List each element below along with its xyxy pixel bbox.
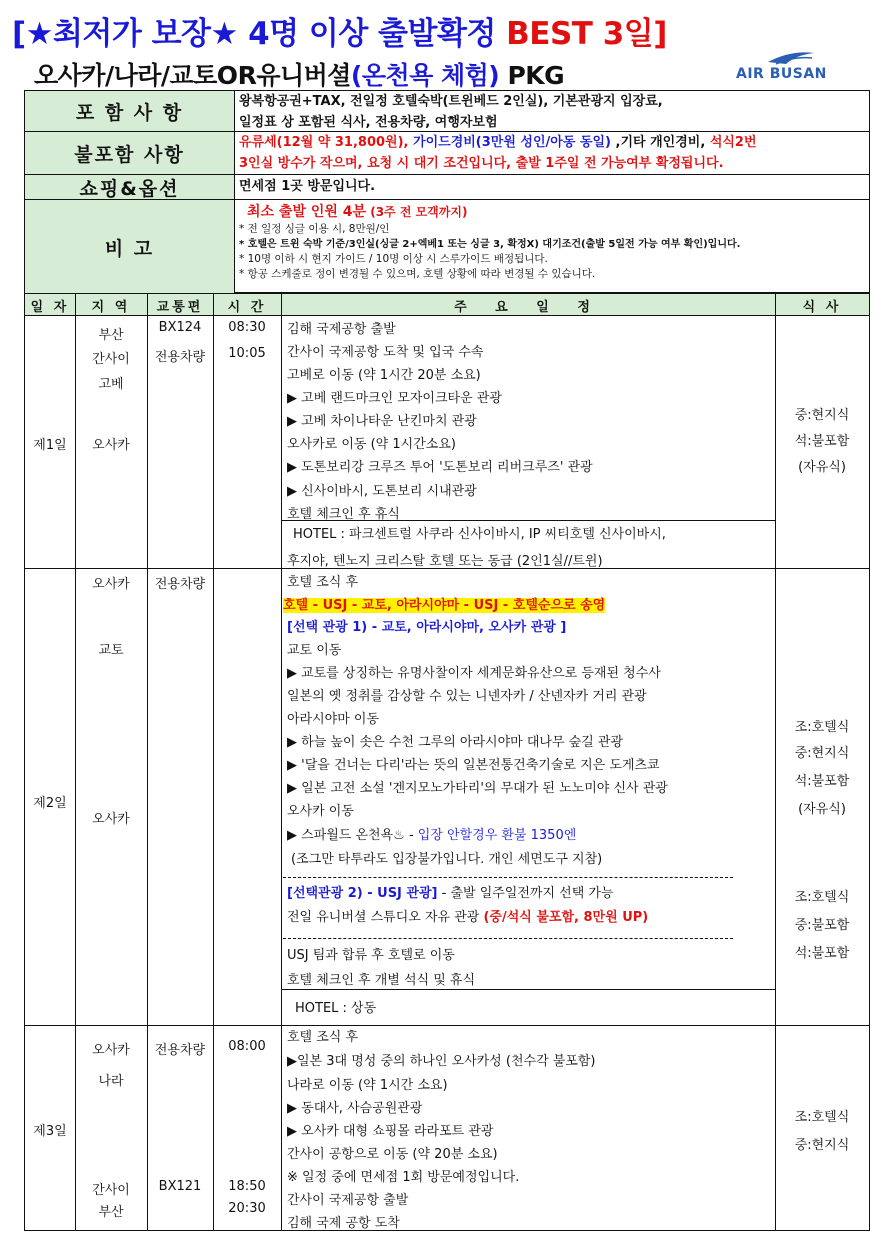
itinerary-item: 호텔 체크인 후 휴식 — [287, 507, 400, 522]
meal: 중:불포함 — [794, 918, 850, 933]
shopping-label: 쇼핑&옵션 — [25, 175, 235, 199]
region: 오사카 — [92, 577, 130, 592]
day-label: 제1일 — [33, 438, 67, 453]
region: 나라 — [98, 1074, 124, 1089]
itinerary-item: ▶ 도톤보리강 크루즈 투어 '도톤보리 리버크루즈' 관광 — [287, 460, 593, 475]
air-busan-logo — [736, 50, 836, 88]
itinerary-item: ▶ 고베 랜드마크인 모자이크타운 관광 — [287, 391, 502, 406]
shopping-content: 면세점 1곳 방문입니다. — [239, 179, 376, 194]
region: 부산 — [98, 1205, 124, 1220]
region: 교토 — [98, 643, 124, 658]
column-divider — [147, 294, 148, 1230]
time: 08:00 — [228, 1039, 266, 1054]
meal: (자유식) — [798, 802, 846, 817]
transport: 전용차량 — [154, 577, 206, 592]
itinerary-item: ▶ 교토를 상징하는 유명사찰이자 세계문화유산으로 등재된 청수사 — [287, 666, 661, 681]
day-label: 제2일 — [33, 796, 67, 811]
airline-logo-text: AIR BUSAN — [736, 66, 827, 82]
meal: 중:현지식 — [794, 746, 850, 761]
subtitle-pkg: PKG — [499, 61, 565, 90]
includes-line: 일정표 상 포함된 식사, 전용차량, 여행자보험 — [239, 115, 498, 130]
excludes-guide: 가이드경비(3만원 성인/아동 동일) — [413, 135, 611, 150]
excludes-dinner: 석식2번 — [709, 135, 757, 150]
region: 간사이 — [92, 1183, 130, 1198]
itinerary-item: 일본의 옛 정취를 감상할 수 있는 니넨자카 / 산넨자카 거리 관광 — [287, 689, 647, 704]
remarks-row — [25, 200, 869, 294]
meal: 석:불포함 — [794, 434, 850, 449]
itinerary-item: 아라시야마 이동 — [287, 712, 380, 727]
spa-refund: 입장 안할경우 환불 1350엔 — [417, 828, 577, 843]
flight-number: BX121 — [158, 1179, 202, 1194]
excludes-row — [25, 132, 869, 175]
meal: 조:호텔식 — [794, 1110, 850, 1125]
meal: 중:현지식 — [794, 1138, 850, 1153]
day-divider — [25, 1025, 869, 1026]
remarks-note: * 10명 이하 시 현지 가이드 / 10명 이상 시 스루가이드 배정됩니다. — [239, 253, 548, 265]
itinerary-item: 고베로 이동 (약 1시간 20분 소요) — [287, 368, 481, 383]
itinerary-item: 김해 국제 공항 도착 — [287, 1216, 400, 1231]
itinerary-item: USJ 팀과 합류 후 호텔로 이동 — [287, 948, 455, 963]
region: 오사카 — [92, 1043, 130, 1058]
region: 고베 — [98, 377, 124, 392]
itinerary-item: 호텔 체크인 후 개별 석식 및 휴식 — [287, 973, 476, 988]
itinerary-item: ▶ 하늘 높이 솟은 수천 그루의 아라시야마 대나무 숲길 관광 — [287, 735, 624, 750]
itinerary-item: 호텔 조식 후 — [287, 575, 359, 590]
dashed-divider — [283, 938, 733, 939]
excludes-content — [239, 132, 865, 174]
usj-tour: 전일 유니버셜 스튜디오 자유 관광 — [287, 910, 484, 925]
info-table — [24, 90, 870, 293]
itinerary-item: 교토 이동 — [287, 643, 342, 658]
itinerary-item: ▶ 고베 차이나타운 난킨마치 관광 — [287, 414, 477, 429]
remarks-note: * 전 일정 싱글 이용 시, 8만원/인 — [239, 223, 390, 235]
remarks-label: 비 고 — [25, 200, 235, 294]
hotel-info: HOTEL : 상동 — [295, 1001, 377, 1016]
itinerary-item: ※ 일정 중에 면세점 1회 방문예정입니다. — [287, 1170, 520, 1185]
excludes-etc: ,기타 개인경비, — [611, 135, 710, 150]
meal: (자유식) — [798, 460, 846, 475]
page-subtitle — [34, 56, 564, 90]
itinerary-item: 나라로 이동 (약 1시간 소요) — [287, 1078, 448, 1093]
day-label: 제3일 — [33, 1124, 67, 1139]
shopping-row — [25, 175, 869, 200]
transport: 전용차량 — [154, 350, 206, 365]
meal: 조:호텔식 — [794, 720, 850, 735]
schedule-table — [24, 293, 870, 1231]
remarks-min: 최소 출발 인원 4분 — [247, 204, 367, 220]
includes-line: 왕복항공권+TAX, 전일정 호텔숙박(트윈베드 2인실), 기본관광지 입장료, — [239, 94, 663, 109]
excludes-line2: 3인실 방수가 작으며, 요청 시 대기 조건입니다, 출발 1주일 전 가능여부 확정됩니다. — [239, 156, 724, 171]
meal: 석:불포함 — [794, 946, 850, 961]
title-best: BEST 3일] — [506, 16, 667, 52]
meal: 중:현지식 — [794, 408, 850, 423]
page-title — [12, 8, 877, 52]
itinerary-item: 간사이 국제공항 출발 — [287, 1193, 409, 1208]
itinerary-item: 간사이 공항으로 이동 (약 20분 소요) — [287, 1147, 498, 1162]
time: 08:30 — [228, 320, 266, 335]
region: 오사카 — [92, 438, 130, 453]
itinerary-item: ▶ 동대사, 사슴공원관광 — [287, 1101, 423, 1116]
hotel-divider — [281, 520, 775, 521]
optional-tour-2: [선택관광 2) - USJ 관광] — [287, 886, 438, 901]
column-divider — [281, 294, 282, 1230]
itinerary-item: ▶ 오사카 대형 쇼핑몰 라라포트 관광 — [287, 1124, 494, 1139]
header-time: 시 간 — [227, 299, 267, 315]
remarks-content — [239, 202, 865, 294]
time: 10:05 — [228, 346, 266, 361]
header-transport: 교통편 — [156, 299, 204, 315]
itinerary-item: 김해 국제공항 출발 — [287, 322, 396, 337]
hotel-info: 후지야, 텐노지 크리스탈 호텔 또는 동급 (2인1실//트윈) — [287, 554, 603, 569]
region: 오사카 — [92, 812, 130, 827]
header-itinerary: 주 요 일 정 — [454, 299, 602, 315]
itinerary-item: 오사카 이동 — [287, 804, 354, 819]
title-main: [★최저가 보장★ 4명 이상 출발확정 — [12, 16, 507, 52]
itinerary-item: 간사이 국제공항 도착 및 입국 수속 — [287, 345, 484, 360]
itinerary-item: ▶일본 3대 명성 중의 하나인 오사카성 (천수각 불포함) — [287, 1054, 596, 1069]
excludes-label: 불포함 사항 — [25, 132, 235, 174]
region: 부산 — [98, 328, 124, 343]
subtitle-main: 오사카/나라/교토OR유니버셜 — [34, 61, 351, 90]
hotel-info: HOTEL : 파크센트럴 사쿠라 신사이바시, IP 씨티호텔 신사이바시, — [293, 527, 666, 542]
meal: 조:호텔식 — [794, 890, 850, 905]
header-region: 지 역 — [91, 299, 131, 315]
includes-content — [239, 91, 865, 131]
spa-world: ▶ 스파월드 온천욕♨ - — [287, 828, 418, 843]
includes-row — [25, 91, 869, 132]
flight-number: BX124 — [158, 320, 202, 335]
wing-icon — [766, 50, 816, 66]
optional-tour-1: [선택 관광 1) - 교토, 아라시야마, 오사카 관광 ] — [287, 620, 567, 635]
remarks-min-sub: (3주 전 모객까지) — [366, 205, 468, 219]
time: 20:30 — [228, 1201, 266, 1216]
transport: 전용차량 — [154, 1043, 206, 1058]
hotel-divider — [281, 989, 775, 990]
dashed-divider — [283, 877, 733, 878]
excludes-fuel: 유류세(12월 약 31,800원), — [239, 135, 409, 150]
subtitle-onsen: (온천욕 체험) — [350, 61, 500, 90]
schedule-header — [25, 294, 869, 316]
usj-tour-price: (중/석식 불포함, 8만원 UP) — [483, 910, 649, 925]
includes-label: 포 함 사 항 — [25, 91, 235, 131]
region: 간사이 — [92, 352, 130, 367]
itinerary-item: ▶ 일본 고전 소설 '겐지모노가타리'의 무대가 된 노노미야 신사 관광 — [287, 781, 668, 796]
itinerary-item: 호텔 조식 후 — [287, 1030, 359, 1045]
remarks-note: * 항공 스케줄로 정이 변경될 수 있으며, 호텔 상황에 따라 변경될 수 있습니다. — [239, 268, 596, 280]
itinerary-item: ▶ 신사이바시, 도톤보리 시내관광 — [287, 484, 477, 499]
header-meal: 식 사 — [802, 299, 842, 315]
itinerary-item: 오사카로 이동 (약 1시간소요) — [287, 437, 456, 452]
column-divider — [213, 294, 214, 1230]
transfer-route: 호텔 - USJ - 교토, 아라시야마 - USJ - 호텔순으로 송영 — [283, 598, 606, 613]
remarks-note: * 호텔은 트윈 숙박 기준/3인실(싱글 2+엑베1 또는 싱글 3, 확정X) 대기조건(출발 5일전 가능 여부 확인)입니다. — [239, 239, 741, 250]
header-day: 일 자 — [30, 299, 70, 315]
meal: 석:불포함 — [794, 774, 850, 789]
optional-tour-2-note: - 출발 일주일전까지 선택 가능 — [437, 886, 614, 901]
itinerary-item: ▶ '달을 건너는 다리'라는 뜻의 일본전통건축기술로 지은 도게츠쿄 — [287, 758, 660, 773]
itinerary-item: (조그만 타투라도 입장불가입니다. 개인 세면도구 지참) — [291, 852, 603, 867]
time: 18:50 — [228, 1179, 266, 1194]
